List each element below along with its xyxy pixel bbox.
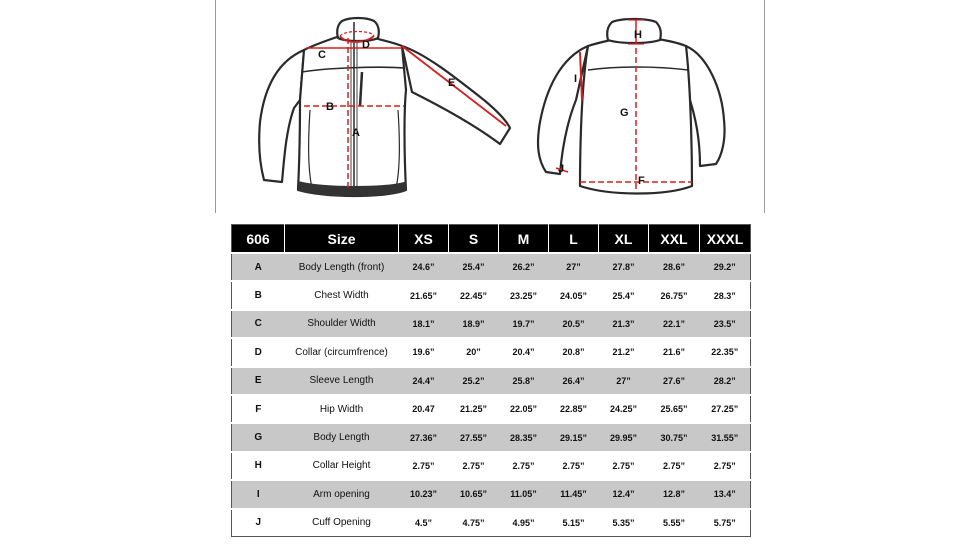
measurement-value: 5.15” [549, 509, 599, 537]
measurement-value: 30.75” [649, 423, 700, 451]
measurement-code: B [232, 281, 285, 309]
measurement-value: 10.65” [449, 480, 499, 508]
measurement-value: 13.4” [700, 480, 751, 508]
table-row [232, 395, 751, 423]
label-A: A [352, 127, 360, 139]
measurement-value: 2.75” [399, 452, 449, 480]
measurement-value: 25.4” [449, 253, 499, 281]
measurement-value: 19.6” [399, 338, 449, 366]
measurement-value: 22.85” [549, 395, 599, 423]
measurement-value: 22.35” [700, 338, 751, 366]
table-row [232, 480, 751, 508]
label-J: J [558, 163, 565, 175]
measurement-code: I [232, 480, 285, 508]
measurement-name: Collar (circumfrence) [285, 338, 399, 366]
measurement-value: 26.2” [499, 253, 549, 281]
measurement-value: 4.5” [399, 509, 449, 537]
header-xl: XL [599, 225, 649, 254]
label-F: F [638, 175, 645, 187]
header-xxxl: XXXL [700, 225, 751, 254]
measurement-code: D [232, 338, 285, 366]
label-G: G [620, 107, 629, 119]
measurement-value: 27.25” [700, 395, 751, 423]
measurement-diagram [215, 0, 765, 213]
measurement-value: 22.05” [499, 395, 549, 423]
measurement-code: H [232, 452, 285, 480]
measurement-value: 4.75” [449, 509, 499, 537]
measurement-code: A [232, 253, 285, 281]
measurement-name: Shoulder Width [285, 310, 399, 338]
measurement-value: 11.45” [549, 480, 599, 508]
measurement-code: F [232, 395, 285, 423]
measurement-value: 29.15” [549, 423, 599, 451]
measurement-value: 10.23” [399, 480, 449, 508]
table-row [232, 253, 751, 281]
measurement-value: 25.4” [599, 281, 649, 309]
measurement-name: Arm opening [285, 480, 399, 508]
label-E: E [448, 77, 456, 89]
measurement-value: 2.75” [649, 452, 700, 480]
measurement-value: 2.75” [449, 452, 499, 480]
measurement-name: Body Length [285, 423, 399, 451]
measurement-value: 24.25” [599, 395, 649, 423]
measurement-value: 2.75” [499, 452, 549, 480]
measurement-value: 21.2” [599, 338, 649, 366]
measurement-value: 25.8” [499, 367, 549, 395]
measurement-value: 27” [599, 367, 649, 395]
jacket-illustration [216, 0, 764, 213]
size-chart-table [231, 224, 751, 537]
measurement-value: 25.2” [449, 367, 499, 395]
measurement-name: Body Length (front) [285, 253, 399, 281]
table-row [232, 281, 751, 309]
measurement-value: 5.55” [649, 509, 700, 537]
label-C: C [318, 49, 326, 61]
measurement-value: 20.8” [549, 338, 599, 366]
header-xxl: XXL [649, 225, 700, 254]
measurement-value: 12.8” [649, 480, 700, 508]
measurement-value: 27.6” [649, 367, 700, 395]
measurement-value: 23.25” [499, 281, 549, 309]
measurement-value: 2.75” [599, 452, 649, 480]
measurement-value: 28.35” [499, 423, 549, 451]
measurement-name: Cuff Opening [285, 509, 399, 537]
measurement-value: 21.25” [449, 395, 499, 423]
jacket-back [538, 19, 725, 194]
measurement-value: 25.65” [649, 395, 700, 423]
measurement-value: 28.3” [700, 281, 751, 309]
measurement-value: 27” [549, 253, 599, 281]
table-row [232, 338, 751, 366]
header-l: L [549, 225, 599, 254]
table-row [232, 452, 751, 480]
measurement-value: 27.36” [399, 423, 449, 451]
measurement-value: 20.47 [399, 395, 449, 423]
measurement-value: 24.6” [399, 253, 449, 281]
header-xs: XS [399, 225, 449, 254]
measurement-value: 24.4” [399, 367, 449, 395]
table-header-row [232, 225, 751, 254]
measurement-name: Chest Width [285, 281, 399, 309]
measurement-value: 28.2” [700, 367, 751, 395]
measurement-value: 22.45” [449, 281, 499, 309]
measurement-value: 22.1” [649, 310, 700, 338]
measurement-value: 21.3” [599, 310, 649, 338]
header-m: M [499, 225, 549, 254]
measurement-value: 21.6” [649, 338, 700, 366]
label-D: D [362, 39, 370, 51]
table-row [232, 367, 751, 395]
measurement-code: C [232, 310, 285, 338]
measurement-value: 26.4” [549, 367, 599, 395]
measurement-value: 26.75” [649, 281, 700, 309]
measurement-value: 23.5” [700, 310, 751, 338]
measurement-value: 20.4” [499, 338, 549, 366]
label-H: H [634, 29, 642, 41]
measurement-value: 24.05” [549, 281, 599, 309]
label-B: B [326, 101, 334, 113]
label-I: I [574, 73, 578, 85]
measurement-value: 18.9” [449, 310, 499, 338]
measurement-name: Sleeve Length [285, 367, 399, 395]
table-row [232, 423, 751, 451]
measurement-value: 28.6” [649, 253, 700, 281]
measurement-value: 29.2” [700, 253, 751, 281]
measurement-value: 18.1” [399, 310, 449, 338]
table-row [232, 310, 751, 338]
measurement-value: 19.7” [499, 310, 549, 338]
measurement-code: E [232, 367, 285, 395]
measurement-code: J [232, 509, 285, 537]
header-s: S [449, 225, 499, 254]
table-row [232, 509, 751, 537]
measurement-value: 31.55” [700, 423, 751, 451]
measurement-value: 12.4” [599, 480, 649, 508]
measurement-value: 2.75” [549, 452, 599, 480]
measurement-value: 4.95” [499, 509, 549, 537]
measurement-code: G [232, 423, 285, 451]
header-size: Size [285, 225, 399, 254]
measurement-value: 21.65” [399, 281, 449, 309]
table-body [232, 253, 751, 536]
measurement-name: Hip Width [285, 395, 399, 423]
measurement-value: 11.05” [499, 480, 549, 508]
measurement-name: Collar Height [285, 452, 399, 480]
measurement-value: 2.75” [700, 452, 751, 480]
measurement-value: 5.35” [599, 509, 649, 537]
measurement-value: 27.55” [449, 423, 499, 451]
measurement-value: 5.75” [700, 509, 751, 537]
header-style-number: 606 [232, 225, 285, 254]
measurement-value: 20.5” [549, 310, 599, 338]
jacket-front [259, 18, 510, 196]
measurement-value: 20” [449, 338, 499, 366]
measurement-value: 27.8” [599, 253, 649, 281]
measurement-value: 29.95” [599, 423, 649, 451]
